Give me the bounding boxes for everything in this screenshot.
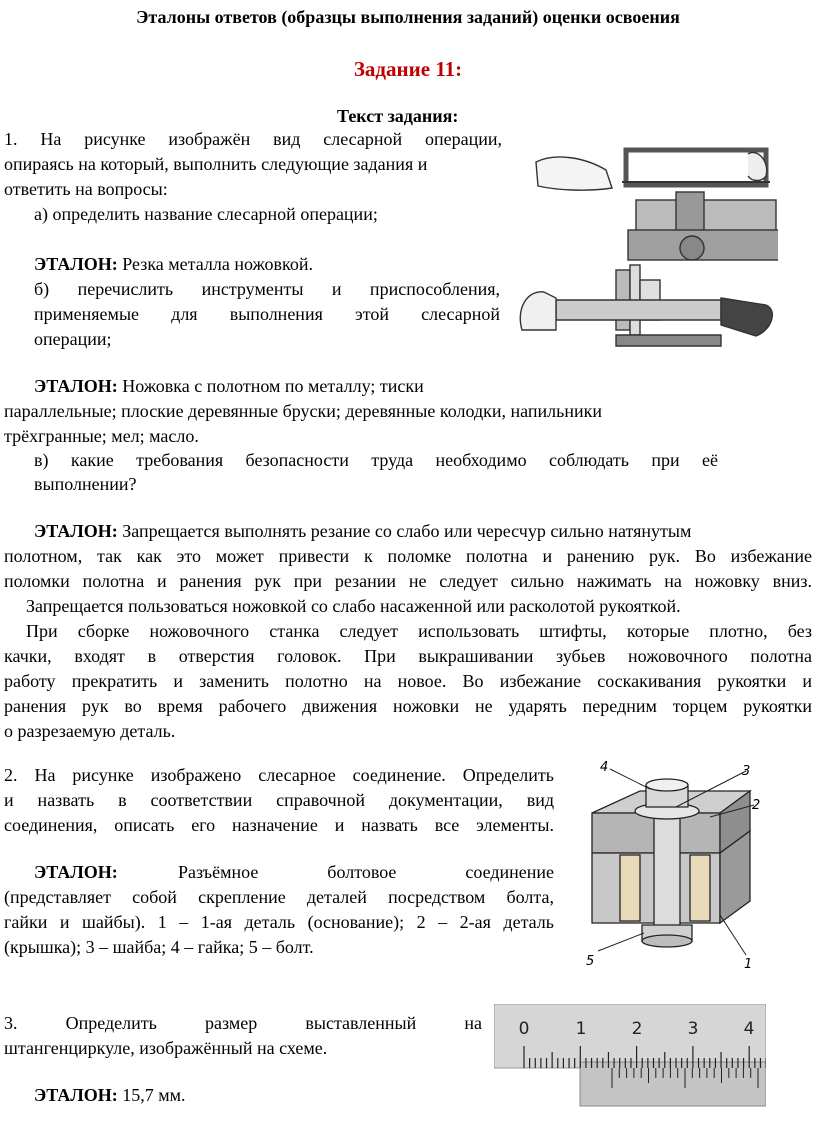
callout-label-5: 5	[586, 954, 595, 969]
q1-answer-c-line4: Запрещается пользоваться ножовкой со слабо насаженной или расколотой рукояткой.	[26, 596, 681, 616]
q2-answer-line4: (крышка); 3 – шайба; 4 – гайка; 5 – болт.	[4, 937, 314, 957]
q1-item-c-line2: выполнении?	[34, 474, 137, 494]
q1-answer-c-line2: полотном, так как это может привести к поломке полотна и ранению рук. Во избежание	[4, 546, 812, 566]
callout-label-1: 1	[744, 957, 753, 972]
q1-answer-b-line1	[34, 374, 424, 399]
scale-number-1: 1	[575, 1019, 587, 1039]
q1-answer-c-line3: поломки полотна и ранения рук при резании не следует сильно нажимать на ножовку вниз.	[4, 571, 812, 591]
q1-answer-c-line5: При сборке ножовочного станка следует использовать штифты, которые плотно, без	[26, 621, 812, 641]
answer-text: Резка металла ножовкой.	[117, 254, 313, 274]
q3-line1: 3. Определить размер выставленный на	[4, 1013, 482, 1033]
q1-item-b-line1: б) перечислить инструменты и приспособления,	[34, 279, 500, 299]
etalon-label: ЭТАЛОН:	[34, 1085, 118, 1105]
answer-text: Запрещается выполнять резание со слабо или чересчур сильно натянутым	[117, 521, 692, 541]
q1-answer-b-line2: параллельные; плоские деревянные бруски; деревянные колодки, напильники	[4, 401, 602, 421]
caliper-scale-illustration	[494, 1004, 766, 1108]
hacksaw-cutting-illustration	[516, 130, 778, 370]
q1-answer-c-line6: качки, входят в отверстия головок. При выкрашивании зубьев ножовочного полотна	[4, 646, 812, 666]
q1-item-b-line2: применяемые для выполнения этой слесарной	[34, 304, 500, 324]
answer-text: Ножовка с полотном по металлу; тиски	[117, 376, 424, 396]
q1-line3: ответить на вопросы:	[4, 179, 168, 199]
etalon-label: ЭТАЛОН:	[34, 521, 118, 541]
q1-answer-c-line8: ранения рук во время рабочего движения ножовки не ударять передним торцем рукоятки	[4, 696, 812, 716]
q1-item-c-line1: в) какие требования безопасности труда необходимо соблюдать при её	[34, 450, 718, 470]
scale-number-3: 3	[687, 1019, 699, 1039]
document-title: Эталоны ответов (образцы выполнения заданий) оценки освоения	[136, 7, 680, 27]
q1-item-b-line3: операции;	[34, 329, 112, 349]
bolt-joint-illustration	[580, 755, 772, 975]
q2-etalon-label: ЭТАЛОН:	[34, 862, 118, 882]
q2-line1: 2. На рисунке изображено слесарное соединение. Определить	[4, 765, 554, 785]
q1-answer-c-line1	[34, 519, 691, 544]
callout-label-3: 3	[742, 764, 751, 779]
q2-line3: соединения, описать его назначение и назвать все элементы.	[4, 815, 554, 835]
q1-answer-c-line7: работу прекратить и заменить полотно на новое. Во избежание соскакивания рукоятки и	[4, 671, 812, 691]
q1-answer-b-line3: трёхгранные; мел; масло.	[4, 426, 199, 446]
q1-answer-c-line9: о разрезаемую деталь.	[4, 721, 176, 741]
etalon-label: ЭТАЛОН:	[34, 254, 118, 274]
scale-number-0: 0	[518, 1019, 530, 1039]
callout-label-4: 4	[600, 760, 609, 775]
q3-answer	[34, 1083, 186, 1108]
scale-number-2: 2	[631, 1019, 643, 1039]
q2-answer-line1: Разъёмное болтовое соединение	[178, 862, 554, 882]
task-text-label: Текст задания:	[337, 106, 459, 126]
scale-number-4: 4	[743, 1019, 755, 1039]
q2-answer-line3: гайки и шайбы). 1 – 1-ая деталь (основание); 2 – 2-ая деталь	[4, 912, 554, 932]
task-heading: Задание 11:	[353, 57, 463, 81]
etalon-label: ЭТАЛОН:	[34, 376, 118, 396]
q2-answer-line2: (представляет собой скрепление деталей посредством болта,	[4, 887, 554, 907]
q1-line2: опираясь на который, выполнить следующие задания и	[4, 154, 428, 174]
q2-line2: и назвать в соответствии справочной документации, вид	[4, 790, 554, 810]
q1-line1: 1. На рисунке изображён вид слесарной операции,	[4, 129, 502, 149]
q3-line2: штангенциркуле, изображённый на схеме.	[4, 1038, 328, 1058]
callout-label-2: 2	[752, 798, 761, 813]
q1-answer-a	[34, 252, 313, 277]
q1-item-a: а) определить название слесарной операции;	[34, 204, 378, 224]
answer-text: 15,7 мм.	[117, 1085, 186, 1105]
